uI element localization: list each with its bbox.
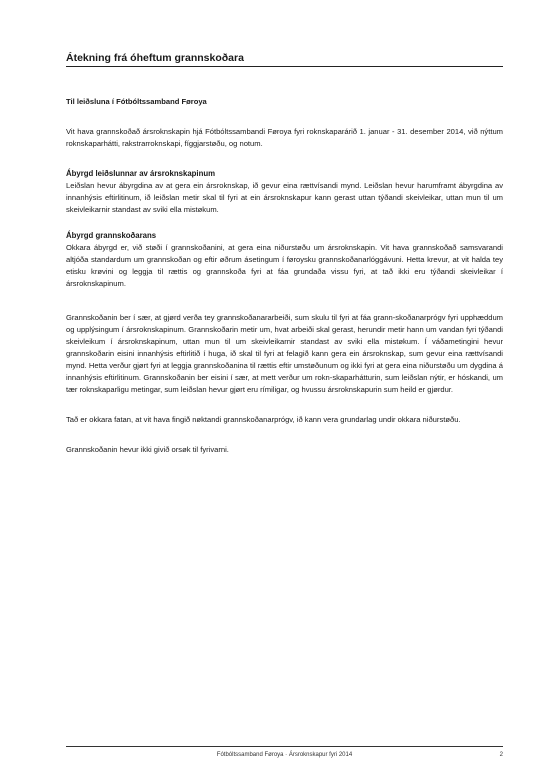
no-qualification-paragraph: Grannskoðanin hevur ikki givið orsøk til fyrivarni. (66, 445, 229, 454)
footer-text: Fótbóltssamband Føroya · Ársroknskapur fyri 2014 (216, 752, 353, 758)
addressee: Til leiðsluna í Fótbóltssamband Føroya (66, 97, 207, 106)
page-number: 2 (499, 752, 503, 758)
document-body (66, 96, 503, 456)
management-responsibility-paragraph: Leiðslan hevur ábyrgdina av at gera ein ársroknskap, ið gevur eina rættvísandi mynd. Leiðslan hevur harumframt ábyrgdina av innanhýsis eftirlitinum, ið leiðslan metir skal til fyri at ein ársroknskapur kann gerast uttan týðandi skeivleikar, uttan mun til um skeivleikarnir standast av sviki ella mistøkum. (66, 181, 503, 214)
footer-divider (66, 746, 503, 747)
auditor-responsibility-paragraph-2: Grannskoðanin ber í sær, at gjørd verða tey grannskoðanararbeiði, sum skulu til fyri at fáa grann-skoðanarprógv fyri upphæddum og upplýsingum í ársroknskapinum. Grannskoðarin metir um, hvat arbeiði skal gerast, herundir metir hann um vandan fyri týðandi skeivleikum í ársroknskapinum, uttan mun til um skeivleikarnir standast av sviki ella mistøkum. Í váðametingini hevur grannskoðarin eisini innanhýsis eftirlitið í huga, ið skal til fyri at felagið kann gera ein ársroknskap, sum gevur eina rættvísandi mynd. Hetta verður gjørt fyri at leggja grannskoðanina til rættis eftir umstøðunum og ikki fyri at gera eina niðurstøðu um dygdina á innanhýsis eftirlitinum. Grannskoðanin ber eisini í sær, at mett verður um rokn-skaparhátturin, sum leiðslan nýtir, er hóskandi, um tær roknskaparligu metingar, sum leiðslan hevur gjørt eru rímiligar, og hvussu ársroknskapurin sum heild er gjørdur. (66, 313, 503, 394)
auditor-responsibility-paragraph-1: Okkara ábyrgd er, við støði í grannskoðanini, at gera eina niðurstøðu um ársroknskapin. Vit hava grannskoðað samsvarandi altjóða standardum um grannskoðan og eftir øðrum ásetingum í føroysku grannskoðanarlóggávuni. Hetta krevur, at vit halda tey etisku krøvini og leggja til rættis og grannskoða fyri at fáa grundaða vissu fyri, at tað ikki eru týðandi skeivleikar í ársroknskapinum. (66, 243, 503, 288)
section-heading-auditor-responsibility: Ábyrgd grannskoðarans (66, 231, 157, 240)
section-heading-management-responsibility: Ábyrgd leiðslunnar av ársroknskapinum (66, 169, 216, 178)
page-title: Átekning frá óheftum grannskoðara (66, 52, 503, 67)
conclusion-paragraph: Tað er okkara fatan, at vit hava fingið nøktandi grannskoðanarprógv, ið kann vera grundarlag undir okkara niðurstøðu. (66, 415, 461, 424)
intro-paragraph: Vit hava grannskoðað ársroknskapin hjá Fótbóltssambandi Føroya fyri roknskaparárið 1. januar - 31. desember 2014, við nýttum roknskaparhátti, rakstrarroknskapi, fíggjarstøðu, og notum. (66, 127, 503, 148)
